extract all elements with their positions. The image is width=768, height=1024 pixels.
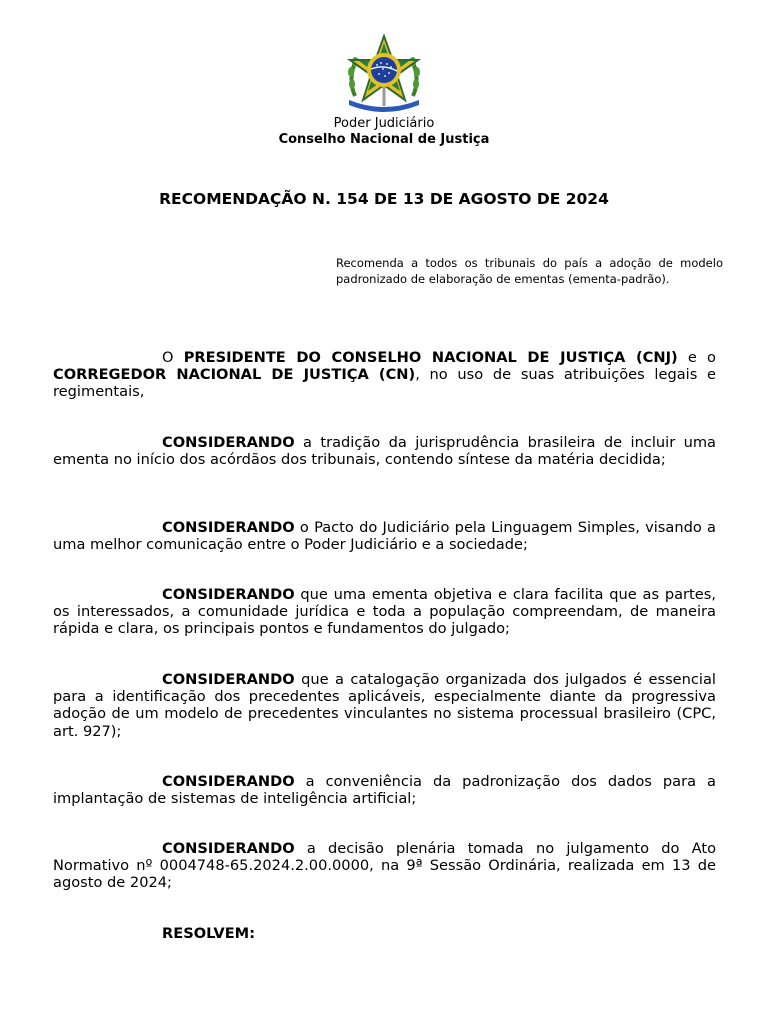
considerando-paragraph (53, 519, 716, 553)
considerando-lead: CONSIDERANDO (162, 586, 295, 603)
preamble-president: PRESIDENTE DO CONSELHO NACIONAL DE JUSTIÇA (CNJ) (183, 349, 678, 366)
ementa-summary: Recomenda a todos os tribunais do país a adoção de modelo padronizado de elaboração de ementas (ementa-padrão). (336, 256, 723, 286)
considerando-text: o Pacto do Judiciário pela Linguagem Simples, visando a uma melhor comunicação entre o Poder Judiciário e a sociedade; (53, 519, 716, 554)
org-line-cnj: Conselho Nacional de Justiça (278, 132, 490, 147)
considerando-paragraph (53, 840, 716, 892)
preamble-rest: , no uso de suas atribuições legais e regimentais, (53, 366, 716, 401)
considerando-paragraph (53, 671, 716, 740)
document-title: RECOMENDAÇÃO N. 154 DE 13 DE AGOSTO DE 2024 (159, 190, 609, 208)
preamble-start: O (162, 349, 184, 366)
considerando-paragraph (53, 434, 716, 468)
considerando-lead: CONSIDERANDO (162, 519, 295, 536)
considerando-text: a conveniência da padronização dos dados para a implantação de sistemas de inteligência artificial; (53, 773, 716, 808)
coat-of-arms-emblem (343, 34, 425, 112)
org-line-judiciary: Poder Judiciário (333, 116, 435, 131)
preamble-paragraph (53, 349, 716, 401)
resolvem-heading (53, 925, 716, 942)
considerando-text: a decisão plenária tomada no julgamento do Ato Normativo nº 0004748-65.2024.2.00.0000, na 9ª Sessão Ordinária, realizada em 13 de agosto de 2024; (53, 840, 716, 892)
considerando-paragraph (53, 586, 716, 638)
considerando-lead: CONSIDERANDO (162, 840, 295, 857)
considerando-text: que a catalogação organizada dos julgados é essencial para a identificação dos precedentes aplicáveis, especialmente diante da progressiva adoção de um modelo de precedentes vinculantes no sistema processual brasileiro (CPC, art. 927); (53, 671, 716, 740)
considerando-lead: CONSIDERANDO (162, 671, 295, 688)
preamble-connector: e o (677, 349, 716, 366)
considerando-lead: CONSIDERANDO (162, 773, 295, 790)
considerando-lead: CONSIDERANDO (162, 434, 295, 451)
resolvem-label: RESOLVEM: (162, 925, 256, 942)
considerando-text: a tradição da jurisprudência brasileira de incluir uma ementa no início dos acórdãos dos tribunais, contendo síntese da matéria decidida; (53, 434, 716, 469)
preamble-corregedor: CORREGEDOR NACIONAL DE JUSTIÇA (CN) (53, 366, 416, 384)
considerando-paragraph (53, 773, 716, 807)
considerando-text: que uma ementa objetiva e clara facilita que as partes, os interessados, a comunidade jurídica e toda a população compreendam, de maneira rápida e clara, os principais pontos e fundamentos do julgado; (53, 586, 716, 638)
